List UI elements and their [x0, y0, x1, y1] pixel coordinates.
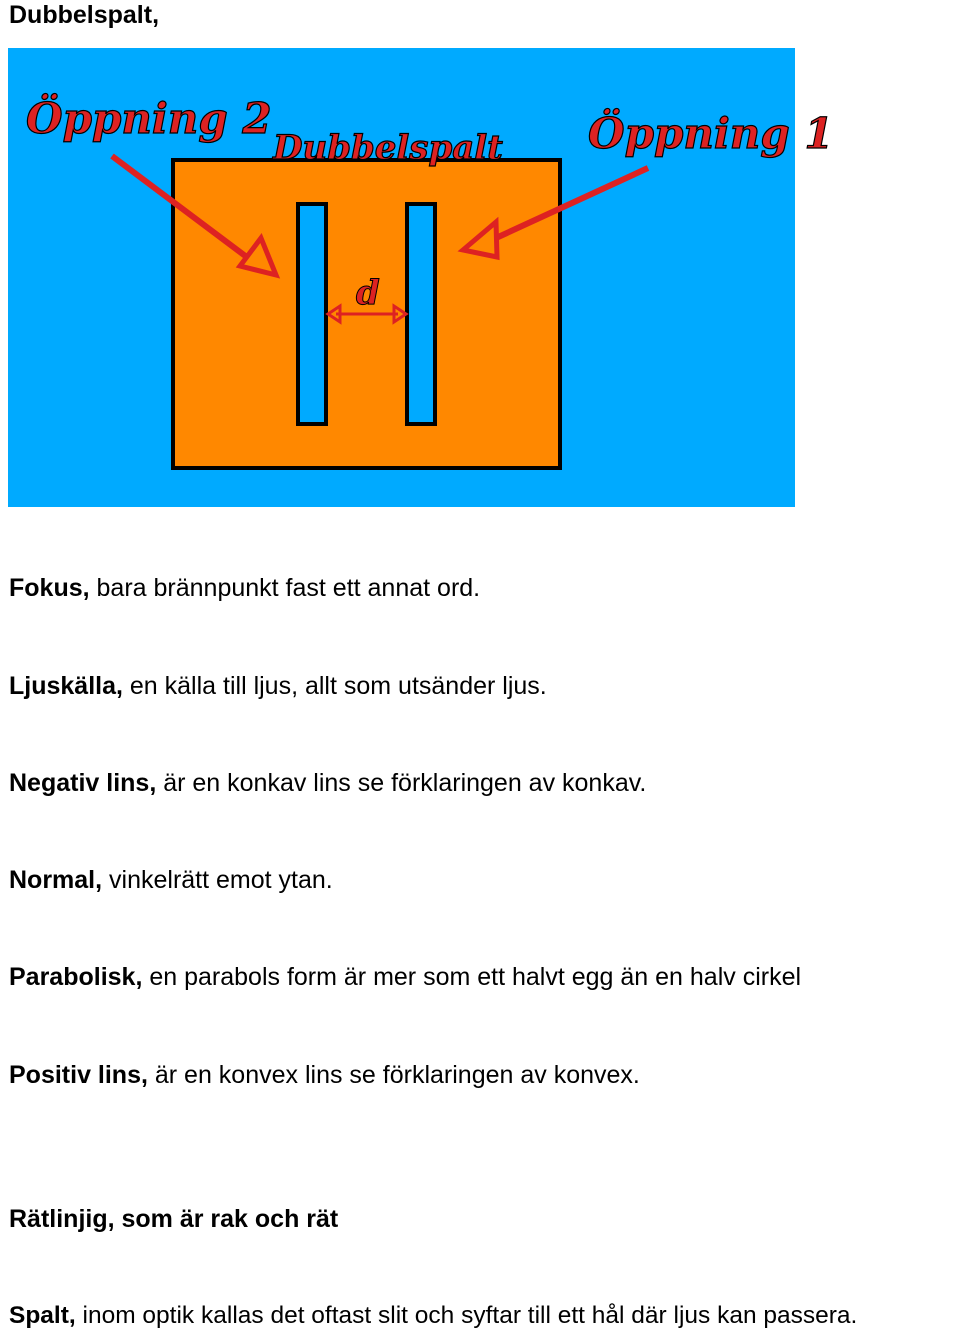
slit-opening-2 — [298, 204, 326, 424]
entry-text: inom optik kallas det oftast slit och syftar till ett hål där ljus kan passera. — [75, 1302, 858, 1329]
label-distance-d: d — [356, 273, 380, 313]
glossary-entry-spalt — [9, 1301, 857, 1331]
glossary-entry-normal — [9, 865, 333, 895]
entry-term: Ljuskälla, — [9, 672, 123, 700]
glossary-entry-parabolisk — [9, 962, 801, 992]
label-opening-1: Öppning 1 — [588, 109, 834, 158]
entry-term: Normal, — [9, 866, 103, 894]
page-heading: Dubbelspalt, — [9, 1, 160, 29]
glossary-entry-positiv-lins — [9, 1060, 640, 1090]
label-double-slit: Dubbelspalt — [273, 128, 503, 168]
entry-term: Positiv lins, — [9, 1061, 148, 1089]
double-slit-figure — [8, 48, 834, 507]
entry-text: är en konvex lins se förklaringen av konvex. — [147, 1061, 640, 1089]
glossary-entry-ljuskalla — [9, 671, 547, 701]
entry-text: en källa till ljus, allt som utsänder ljus. — [122, 672, 547, 700]
entry-term: Spalt, — [9, 1302, 76, 1329]
label-opening-2: Öppning 2 — [26, 94, 272, 143]
entry-text: en parabols form är mer som ett halvt egg än en halv cirkel — [142, 963, 802, 991]
entry-term: Parabolisk, — [9, 963, 143, 991]
glossary-entry-fokus — [9, 573, 480, 603]
entry-term: Rätlinjig, som är rak och rät — [9, 1205, 339, 1233]
glossary-entry-ratlinjig — [9, 1204, 338, 1234]
entry-text: bara brännpunkt fast ett annat ord. — [89, 574, 481, 602]
slit-opening-1 — [407, 204, 435, 424]
entry-term: Negativ lins, — [9, 769, 157, 797]
entry-text: är en konkav lins se förklaringen av konkav. — [156, 769, 647, 797]
glossary-entry-negativ-lins — [9, 768, 646, 798]
entry-text: vinkelrätt emot ytan. — [102, 866, 333, 894]
entry-term: Fokus, — [9, 574, 90, 602]
